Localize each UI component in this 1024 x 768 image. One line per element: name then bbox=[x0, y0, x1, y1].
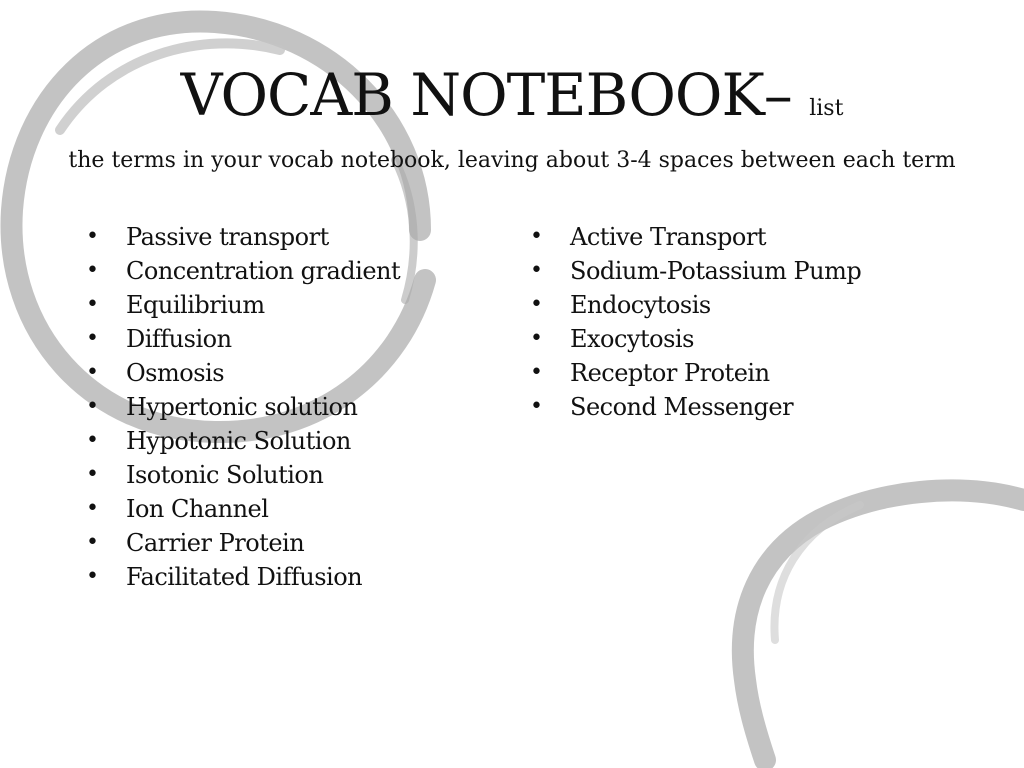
list-item bbox=[86, 390, 506, 424]
left-term-list bbox=[86, 220, 506, 594]
list-item bbox=[86, 288, 506, 322]
bullet-icon: • bbox=[530, 360, 543, 385]
term-label: Hypotonic Solution bbox=[126, 427, 351, 455]
bullet-icon: • bbox=[86, 462, 99, 487]
bullet-icon: • bbox=[86, 564, 99, 589]
list-item bbox=[86, 220, 506, 254]
term-label: Facilitated Diffusion bbox=[126, 563, 363, 591]
term-label: Receptor Protein bbox=[570, 359, 770, 387]
term-label: Endocytosis bbox=[570, 291, 711, 319]
bullet-icon: • bbox=[86, 530, 99, 555]
bullet-icon: • bbox=[86, 292, 99, 317]
term-label: Active Transport bbox=[570, 223, 766, 251]
term-label: Exocytosis bbox=[570, 325, 694, 353]
bullet-icon: • bbox=[530, 394, 543, 419]
term-label: Carrier Protein bbox=[126, 529, 305, 557]
list-item bbox=[530, 288, 970, 322]
list-item bbox=[530, 220, 970, 254]
title-suffix: list bbox=[809, 96, 844, 121]
bullet-icon: • bbox=[530, 326, 543, 351]
term-label: Second Messenger bbox=[570, 393, 794, 421]
list-item bbox=[86, 356, 506, 390]
list-item bbox=[86, 254, 506, 288]
bullet-icon: • bbox=[86, 258, 99, 283]
term-label: Isotonic Solution bbox=[126, 461, 324, 489]
bullet-icon: • bbox=[530, 224, 543, 249]
list-item bbox=[530, 322, 970, 356]
term-label: Osmosis bbox=[126, 359, 225, 387]
bullet-icon: • bbox=[530, 292, 543, 317]
bullet-icon: • bbox=[86, 224, 99, 249]
right-term-list bbox=[530, 220, 970, 424]
term-label: Equilibrium bbox=[126, 291, 265, 319]
swirl-small-stroke bbox=[743, 490, 1024, 760]
list-item bbox=[530, 356, 970, 390]
bullet-icon: • bbox=[530, 258, 543, 283]
list-item bbox=[530, 390, 970, 424]
bullet-icon: • bbox=[86, 428, 99, 453]
list-item bbox=[86, 458, 506, 492]
term-label: Ion Channel bbox=[126, 495, 269, 523]
bullet-icon: • bbox=[86, 394, 99, 419]
list-item bbox=[86, 322, 506, 356]
page-title bbox=[60, 58, 964, 146]
bullet-icon: • bbox=[86, 326, 99, 351]
term-label: Concentration gradient bbox=[126, 257, 401, 285]
bullet-icon: • bbox=[86, 496, 99, 521]
bullet-icon: • bbox=[86, 360, 99, 385]
title-dash: – bbox=[763, 61, 792, 129]
term-label: Hypertonic solution bbox=[126, 393, 358, 421]
term-label: Passive transport bbox=[126, 223, 329, 251]
title-block bbox=[60, 58, 964, 177]
list-item bbox=[86, 560, 506, 594]
term-label: Diffusion bbox=[126, 325, 232, 353]
term-label: Sodium-Potassium Pump bbox=[570, 257, 862, 285]
list-item bbox=[86, 424, 506, 458]
title-main-text: VOCAB NOTEBOOK bbox=[180, 61, 764, 129]
list-item bbox=[86, 526, 506, 560]
list-item bbox=[530, 254, 970, 288]
list-item bbox=[86, 492, 506, 526]
title-subtitle: the terms in your vocab notebook, leaving about 3-4 spaces between each term bbox=[68, 148, 956, 173]
